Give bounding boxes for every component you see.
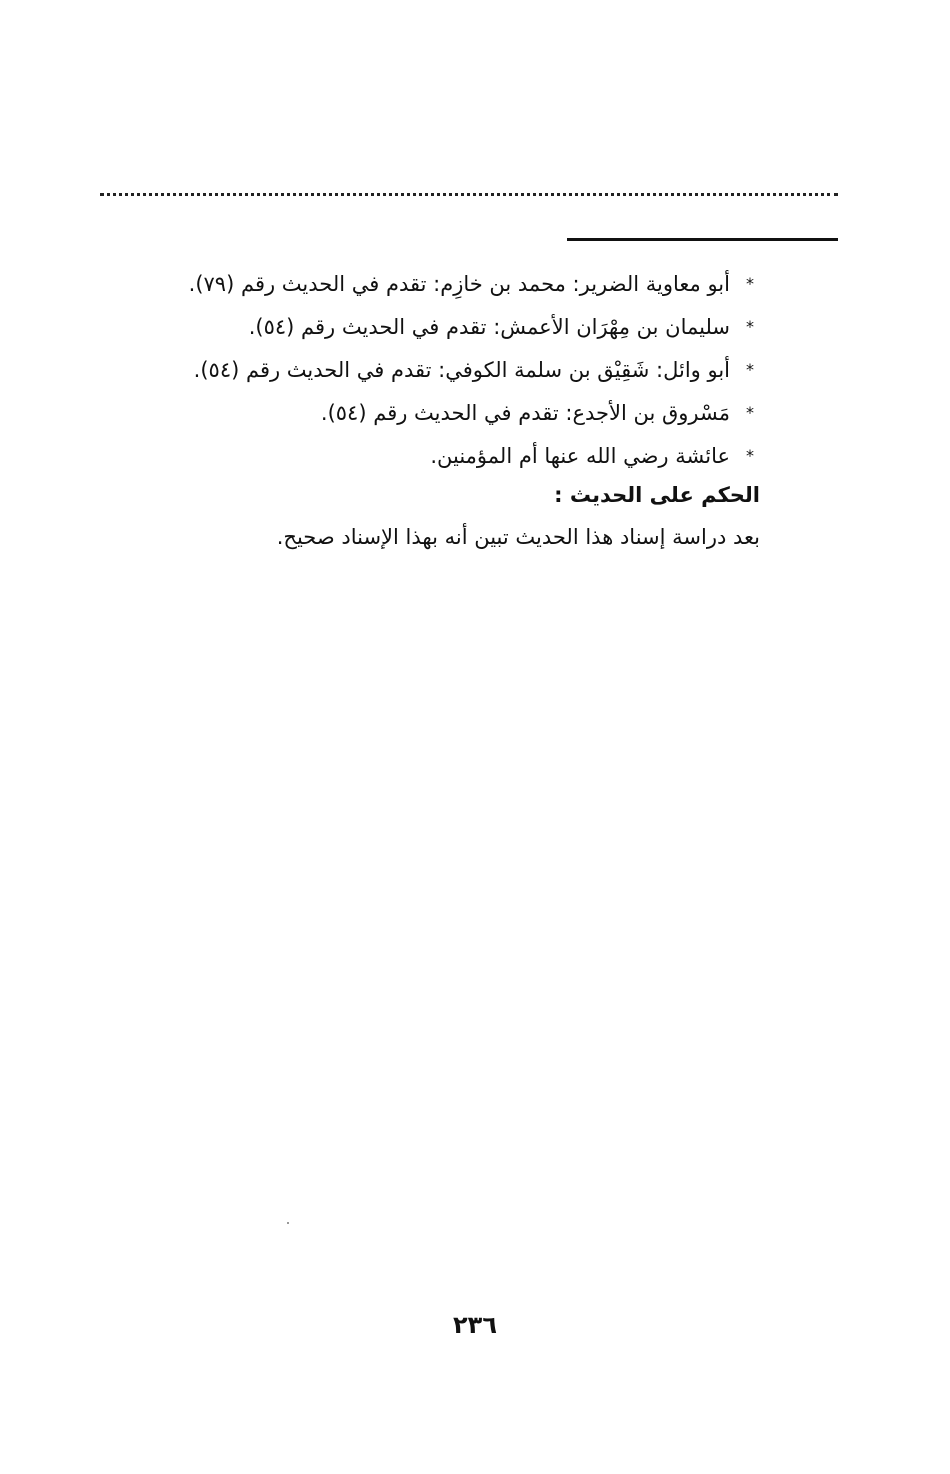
narrator-list	[160, 262, 760, 477]
asterisk-bullet-icon: *	[746, 446, 754, 465]
narrator-text: أبو معاوية الضرير: محمد بن خازِم: تقدم في الحديث رقم (٧٩).	[188, 271, 730, 296]
asterisk-bullet-icon: *	[746, 274, 754, 293]
list-item	[160, 434, 760, 477]
page-number: ٢٣٦	[453, 1311, 497, 1339]
list-item	[160, 305, 760, 348]
dotted-divider	[100, 193, 838, 196]
footnote-rule	[567, 238, 838, 241]
ruling-heading: الحكم على الحديث :	[554, 483, 760, 507]
narrator-text: أبو وائل: شَقِيْق بن سلمة الكوفي: تقدم في الحديث رقم (٥٤).	[193, 357, 730, 382]
narrator-text: مَسْروق بن الأجدع: تقدم في الحديث رقم (٥٤).	[320, 400, 730, 425]
asterisk-bullet-icon: *	[746, 403, 754, 422]
scan-speck	[287, 1222, 289, 1224]
narrator-text: سليمان بن مِهْرَان الأعمش: تقدم في الحديث رقم (٥٤).	[248, 314, 730, 339]
list-item	[160, 391, 760, 434]
list-item	[160, 348, 760, 391]
list-item	[160, 262, 760, 305]
narrator-text: عائشة رضي الله عنها أم المؤمنين.	[430, 443, 730, 468]
ruling-text: بعد دراسة إسناد هذا الحديث تبين أنه بهذا الإسناد صحيح.	[276, 525, 760, 549]
asterisk-bullet-icon: *	[746, 317, 754, 336]
asterisk-bullet-icon: *	[746, 360, 754, 379]
